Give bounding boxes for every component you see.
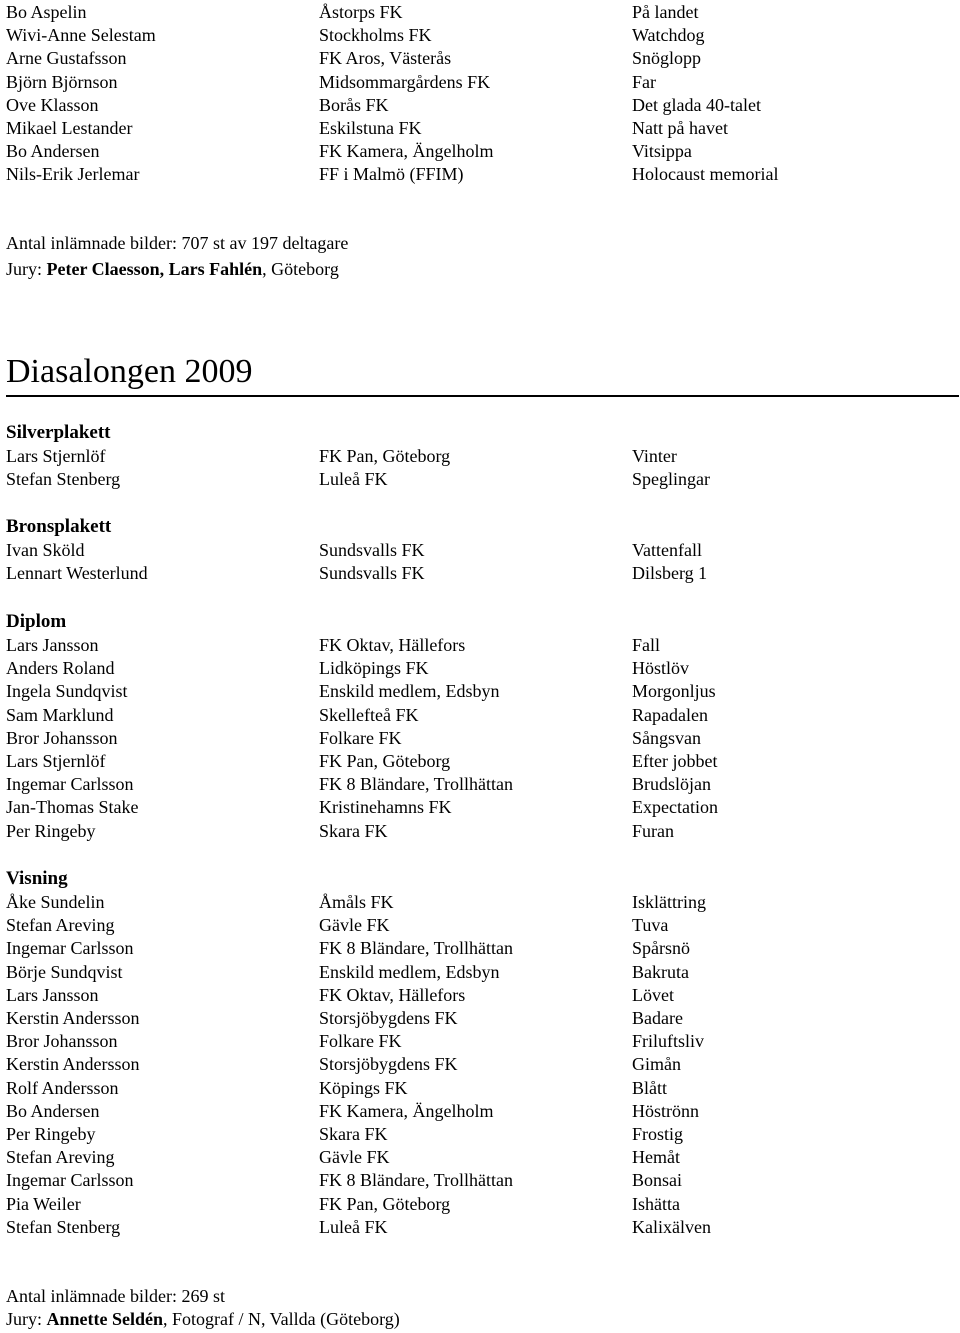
entry-work-title: Höstlöv: [632, 658, 690, 679]
entry-work-title: Ishätta: [632, 1193, 680, 1214]
entry-club: FK Pan, Göteborg: [319, 1193, 451, 1214]
entry-row: [6, 984, 956, 1007]
entry-name: Per Ringeby: [6, 1124, 96, 1144]
entry-row: [6, 657, 956, 680]
entry-club: FK Oktav, Hällefors: [319, 635, 466, 655]
entry-name: Per Ringeby: [6, 820, 96, 841]
entry-name: Stefan Stenberg: [6, 1216, 121, 1237]
entry-name: Ingemar Carlsson: [6, 1170, 134, 1191]
entry-row: [6, 468, 956, 491]
entry-club: Enskild medlem, Edsbyn: [319, 961, 500, 982]
entry-work-title: Tuva: [632, 915, 669, 936]
entry-name: Sam Marklund: [6, 704, 114, 725]
entry-work-title: Bonsai: [632, 1170, 683, 1191]
entry-club: FF i Malmö (FFIM): [319, 164, 464, 185]
entry-work-title: Far: [632, 71, 656, 92]
entry-name: Ivan Sköld: [6, 540, 85, 560]
entry-row: [6, 1169, 956, 1192]
entry-club: Folkare FK: [319, 727, 402, 748]
entry-name: Ingemar Carlsson: [6, 774, 134, 795]
entry-work-title: Bakruta: [632, 961, 689, 982]
entry-club: Stockholms FK: [319, 25, 432, 46]
jury-line-1: [6, 258, 339, 281]
submission-count-2: Antal inlämnade bilder: 269 st: [6, 1286, 225, 1306]
entry-club: Sundsvalls FK: [319, 540, 425, 560]
jury-label: Jury:: [6, 1309, 47, 1329]
entry-work-title: Holocaust memorial: [632, 164, 779, 185]
entry-work-title: Isklättring: [632, 892, 706, 912]
entry-name: Kerstin Andersson: [6, 1008, 140, 1028]
entry-name: Anders Roland: [6, 658, 115, 679]
entry-club: Folkare FK: [319, 1031, 402, 1052]
entry-work-title: Sångsvan: [632, 727, 701, 748]
entry-work-title: Badare: [632, 1008, 683, 1028]
section-heading: Silverplakett: [6, 422, 111, 443]
entry-row: [6, 727, 956, 750]
entry-name: Bror Johansson: [6, 1031, 118, 1052]
entry-row: [6, 94, 956, 117]
entry-name: Åke Sundelin: [6, 892, 105, 912]
jury-names: Annette Seldén: [46, 1309, 163, 1329]
entry-club: Enskild medlem, Edsbyn: [319, 681, 500, 702]
entry-club: Köpings FK: [319, 1077, 408, 1098]
entry-row: [6, 562, 956, 585]
entry-work-title: Spårsnö: [632, 938, 690, 959]
entry-club: Borås FK: [319, 94, 389, 115]
entry-name: Bo Andersen: [6, 141, 100, 162]
entry-name: Bror Johansson: [6, 727, 118, 748]
entry-work-title: Vitsippa: [632, 141, 692, 162]
entry-club: Kristinehamns FK: [319, 797, 452, 818]
entry-club: Midsommargårdens FK: [319, 71, 491, 92]
entry-work-title: Rapadalen: [632, 704, 708, 725]
entry-row: [6, 914, 956, 937]
entry-work-title: På landet: [632, 2, 699, 22]
entry-name: Arne Gustafsson: [6, 48, 127, 69]
submission-count-1: Antal inlämnade bilder: 707 st av 197 deltagare: [6, 233, 349, 253]
entry-work-title: Morgonljus: [632, 681, 716, 702]
entry-row: [6, 1030, 956, 1053]
entry-work-title: Lövet: [632, 984, 674, 1005]
entry-name: Lars Stjernlöf: [6, 751, 106, 771]
entry-club: FK Kamera, Ängelholm: [319, 1100, 494, 1121]
entry-row: [6, 1216, 956, 1239]
entry-row: [6, 47, 956, 70]
entry-row: [6, 1100, 956, 1123]
entry-row: [6, 796, 956, 819]
entry-name: Stefan Areving: [6, 915, 115, 936]
entry-row: [6, 1123, 956, 1146]
entry-row: [6, 1077, 956, 1100]
jury-location: , Fotograf / N, Vallda (Göteborg): [163, 1309, 400, 1329]
entry-club: FK Aros, Västerås: [319, 48, 452, 69]
entry-work-title: Natt på havet: [632, 118, 728, 138]
entry-name: Lars Jansson: [6, 635, 99, 655]
section-heading: Diplom: [6, 611, 67, 632]
entry-club: Lidköpings FK: [319, 658, 429, 679]
entry-row: [6, 1146, 956, 1169]
entry-club: Skara FK: [319, 1124, 388, 1144]
entry-club: FK 8 Bländare, Trollhättan: [319, 1170, 513, 1191]
entry-name: Bo Andersen: [6, 1100, 100, 1121]
entry-club: Skellefteå FK: [319, 704, 419, 725]
entry-club: FK Pan, Göteborg: [319, 751, 451, 771]
entry-club: Luleå FK: [319, 469, 388, 490]
jury-location: , Göteborg: [262, 259, 339, 279]
entry-row: [6, 891, 956, 914]
page-title: Diasalongen 2009: [6, 353, 253, 390]
entry-work-title: Friluftsliv: [632, 1031, 705, 1052]
entry-row: [6, 704, 956, 727]
entry-name: Mikael Lestander: [6, 118, 133, 138]
entry-row: [6, 680, 956, 703]
entry-row: [6, 1053, 956, 1076]
entry-work-title: Frostig: [632, 1124, 684, 1144]
entry-name: Nils-Erik Jerlemar: [6, 164, 140, 185]
entry-work-title: Blått: [632, 1077, 667, 1098]
entry-work-title: Snöglopp: [632, 48, 702, 69]
entry-club: Skara FK: [319, 820, 388, 841]
entry-work-title: Furan: [632, 820, 674, 841]
entry-club: Åstorps FK: [319, 2, 403, 22]
entry-row: [6, 71, 956, 94]
entry-row: [6, 163, 956, 186]
jury-names: Peter Claesson, Lars Fahlén: [46, 259, 263, 279]
entry-work-title: Kalixälven: [632, 1216, 711, 1237]
entry-work-title: Vinter: [632, 446, 677, 466]
entry-club: Eskilstuna FK: [319, 118, 422, 138]
section-heading: Bronsplakett: [6, 516, 112, 537]
entry-club: Åmåls FK: [319, 892, 394, 912]
entry-name: Stefan Areving: [6, 1147, 115, 1168]
entry-name: Jan-Thomas Stake: [6, 797, 139, 818]
entry-name: Ingemar Carlsson: [6, 938, 134, 959]
entry-name: Lennart Westerlund: [6, 563, 148, 584]
entry-club: FK Oktav, Hällefors: [319, 984, 466, 1005]
entry-name: Kerstin Andersson: [6, 1054, 140, 1075]
entry-row: [6, 117, 956, 140]
entry-row: [6, 1, 956, 24]
entry-row: [6, 24, 956, 47]
entry-club: Sundsvalls FK: [319, 563, 425, 584]
entry-club: FK Kamera, Ängelholm: [319, 141, 494, 162]
entry-work-title: Vattenfall: [632, 540, 702, 560]
entry-name: Wivi-Anne Selestam: [6, 25, 156, 46]
entry-club: Storsjöbygdens FK: [319, 1054, 458, 1075]
entry-club: FK 8 Bländare, Trollhättan: [319, 938, 513, 959]
entry-row: [6, 750, 956, 773]
entry-row: [6, 773, 956, 796]
entry-work-title: Brudslöjan: [632, 774, 711, 795]
entry-row: [6, 539, 956, 562]
jury-label: Jury:: [6, 259, 47, 279]
entry-club: Storsjöbygdens FK: [319, 1008, 458, 1028]
entry-row: [6, 140, 956, 163]
entry-name: Pia Weiler: [6, 1193, 81, 1214]
entry-row: [6, 937, 956, 960]
entry-club: Gävle FK: [319, 915, 390, 936]
entry-work-title: Speglingar: [632, 469, 710, 490]
entry-work-title: Fall: [632, 635, 661, 655]
entry-row: [6, 820, 956, 843]
jury-line-2: [6, 1308, 400, 1331]
entry-work-title: Det glada 40-talet: [632, 94, 761, 115]
entry-club: FK Pan, Göteborg: [319, 446, 451, 466]
entry-work-title: Höströnn: [632, 1100, 699, 1121]
entry-row: [6, 634, 956, 657]
entry-row: [6, 1193, 956, 1216]
entry-row: [6, 961, 956, 984]
entry-name: Ove Klasson: [6, 94, 99, 115]
entry-work-title: Gimån: [632, 1054, 681, 1075]
entry-club: Luleå FK: [319, 1216, 388, 1237]
entry-name: Ingela Sundqvist: [6, 681, 128, 702]
entry-name: Björn Björnson: [6, 71, 118, 92]
entry-name: Stefan Stenberg: [6, 469, 121, 490]
entry-club: Gävle FK: [319, 1147, 390, 1168]
entry-row: [6, 1007, 956, 1030]
title-divider: [6, 395, 959, 397]
entry-work-title: Efter jobbet: [632, 751, 718, 771]
entry-club: FK 8 Bländare, Trollhättan: [319, 774, 513, 795]
entry-name: Lars Jansson: [6, 984, 99, 1005]
entry-work-title: Hemåt: [632, 1147, 680, 1168]
entry-row: [6, 445, 956, 468]
entry-work-title: Expectation: [632, 797, 718, 818]
entry-name: Bo Aspelin: [6, 2, 87, 22]
entry-name: Börje Sundqvist: [6, 961, 123, 982]
section-heading: Visning: [6, 868, 68, 889]
entry-work-title: Dilsberg 1: [632, 563, 708, 584]
entry-work-title: Watchdog: [632, 25, 705, 46]
entry-name: Rolf Andersson: [6, 1077, 119, 1098]
entry-name: Lars Stjernlöf: [6, 446, 106, 466]
